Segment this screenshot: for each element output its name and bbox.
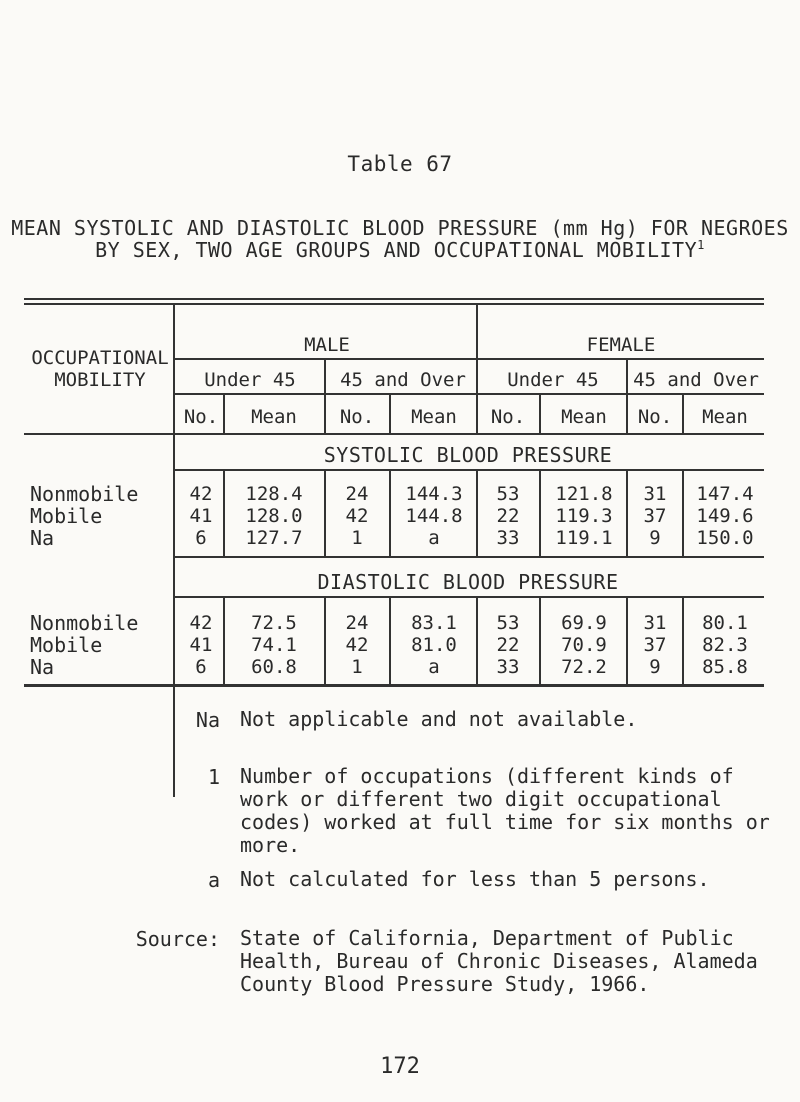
col-separator (223, 596, 225, 684)
table-cell: 9 (649, 527, 661, 549)
col-separator (539, 393, 541, 433)
page-number: 172 (380, 1054, 420, 1079)
age-separator (324, 358, 326, 433)
top-rule (24, 298, 764, 300)
col-label: No. (490, 406, 526, 428)
table-cell: 37 (643, 505, 667, 527)
col-label: No. (637, 406, 673, 428)
table-cell: 9 (649, 656, 661, 678)
table-cell: 80.1 (702, 612, 748, 634)
footnote-text: Not applicable and not available. (240, 707, 638, 731)
col-label: Mean (561, 406, 607, 428)
table-cell: 42 (189, 483, 213, 505)
footnote-text: Not calculated for less than 5 persons. (240, 867, 710, 891)
col-label: Mean (702, 406, 748, 428)
table-cell: 128.4 (245, 483, 303, 505)
table-cell: a (428, 527, 440, 549)
table-cell: 83.1 (411, 612, 457, 634)
row-label: Mobile (30, 633, 103, 657)
table-heading-line-1: MEAN SYSTOLIC AND DIASTOLIC BLOOD PRESSURE (mm Hg) FOR NEGROES (11, 216, 789, 240)
age-separator (626, 358, 628, 433)
footnote-mark: a (207, 868, 220, 892)
table-cell: 72.2 (561, 656, 607, 678)
stub-header-line-2: MOBILITY (54, 369, 146, 391)
col-separator (223, 393, 225, 433)
row-label: Na (30, 526, 55, 550)
table-cell: a (428, 656, 440, 678)
col-separator (539, 596, 541, 684)
top-rule-second (24, 303, 764, 305)
header-rule-sex (174, 358, 764, 360)
header-rule-age (174, 393, 764, 395)
bottom-rule (24, 684, 764, 687)
table-cell: 33 (496, 656, 520, 678)
footnote-text: Number of occupations (different kinds of work or different two digit occupational codes) worked at full time for six months or more. (240, 764, 770, 857)
table-cell: 37 (643, 634, 667, 656)
table-cell: 144.3 (405, 483, 463, 505)
table-heading-line-2 (0, 238, 800, 262)
table-cell: 121.8 (555, 483, 613, 505)
table-heading-line-2-text: BY SEX, TWO AGE GROUPS AND OCCUPATIONAL MOBILITY (95, 238, 698, 262)
table-cell: 53 (496, 612, 520, 634)
table-cell: 119.3 (555, 505, 613, 527)
stub-header (30, 347, 170, 391)
table-cell: 42 (345, 505, 369, 527)
table-cell: 31 (643, 612, 667, 634)
table-cell: 128.0 (245, 505, 303, 527)
sex-header-female: FEMALE (586, 334, 656, 356)
section-title-diastolic: DIASTOLIC BLOOD PRESSURE (317, 570, 619, 594)
table-cell: 24 (345, 612, 369, 634)
table-cell: 41 (189, 634, 213, 656)
row-label: Nonmobile (30, 611, 139, 635)
table-title: Table 67 (347, 152, 453, 176)
col-label: Mean (411, 406, 457, 428)
col-separator (324, 469, 326, 556)
col-separator (682, 596, 684, 684)
table-cell: 24 (345, 483, 369, 505)
table-cell: 85.8 (702, 656, 748, 678)
col-separator (626, 596, 628, 684)
row-label: Na (30, 655, 55, 679)
table-cell: 119.1 (555, 527, 613, 549)
row-label: Nonmobile (30, 482, 139, 506)
col-separator (682, 393, 684, 433)
table-cell: 70.9 (561, 634, 607, 656)
table-cell: 147.4 (696, 483, 754, 505)
footnote-text: State of California, Department of Public Health, Bureau of Chronic Diseases, Alameda County Blood Pressure Study, 1966. (240, 926, 758, 996)
table-cell: 41 (189, 505, 213, 527)
col-separator (389, 469, 391, 556)
section-rule (174, 596, 764, 598)
section-rule (174, 469, 764, 471)
col-separator (223, 469, 225, 556)
row-label: Mobile (30, 504, 103, 528)
table-cell: 53 (496, 483, 520, 505)
table-cell: 74.1 (251, 634, 297, 656)
age-group-female-under-45: Under 45 (507, 369, 599, 391)
table-cell: 69.9 (561, 612, 607, 634)
age-group-male-45-over: 45 and Over (340, 369, 466, 391)
table-cell: 6 (195, 656, 207, 678)
table-cell: 33 (496, 527, 520, 549)
col-separator (682, 469, 684, 556)
table-cell: 150.0 (696, 527, 754, 549)
footnote-mark: 1 (207, 765, 220, 789)
col-separator (324, 596, 326, 684)
table-cell: 42 (345, 634, 369, 656)
col-label: Mean (251, 406, 297, 428)
table-cell: 72.5 (251, 612, 297, 634)
section-rule (174, 556, 764, 558)
table-cell: 60.8 (251, 656, 297, 678)
col-separator (389, 393, 391, 433)
table-cell: 144.8 (405, 505, 463, 527)
table-cell: 82.3 (702, 634, 748, 656)
table-cell: 81.0 (411, 634, 457, 656)
col-label: No. (339, 406, 375, 428)
table-cell: 31 (643, 483, 667, 505)
col-separator (389, 596, 391, 684)
age-group-female-45-over: 45 and Over (633, 369, 759, 391)
sex-separator (476, 305, 478, 433)
table-cell: 22 (496, 505, 520, 527)
footnote-mark: Source: (135, 927, 220, 951)
table-cell: 22 (496, 634, 520, 656)
table-cell: 6 (195, 527, 207, 549)
table-cell: 1 (351, 656, 363, 678)
col-separator (626, 469, 628, 556)
col-separator (476, 469, 478, 556)
header-rule-bottom (24, 433, 764, 435)
sex-header-male: MALE (304, 334, 350, 356)
table-cell: 127.7 (245, 527, 303, 549)
col-separator (476, 596, 478, 684)
col-label: No. (183, 406, 219, 428)
section-title-systolic: SYSTOLIC BLOOD PRESSURE (323, 443, 613, 467)
stub-header-line-1: OCCUPATIONAL (31, 347, 169, 369)
age-group-male-under-45: Under 45 (204, 369, 296, 391)
table-cell: 42 (189, 612, 213, 634)
heading-footnote-ref: 1 (697, 238, 705, 252)
footnote-mark: Na (195, 708, 220, 732)
table-cell: 1 (351, 527, 363, 549)
col-separator (539, 469, 541, 556)
table-cell: 149.6 (696, 505, 754, 527)
